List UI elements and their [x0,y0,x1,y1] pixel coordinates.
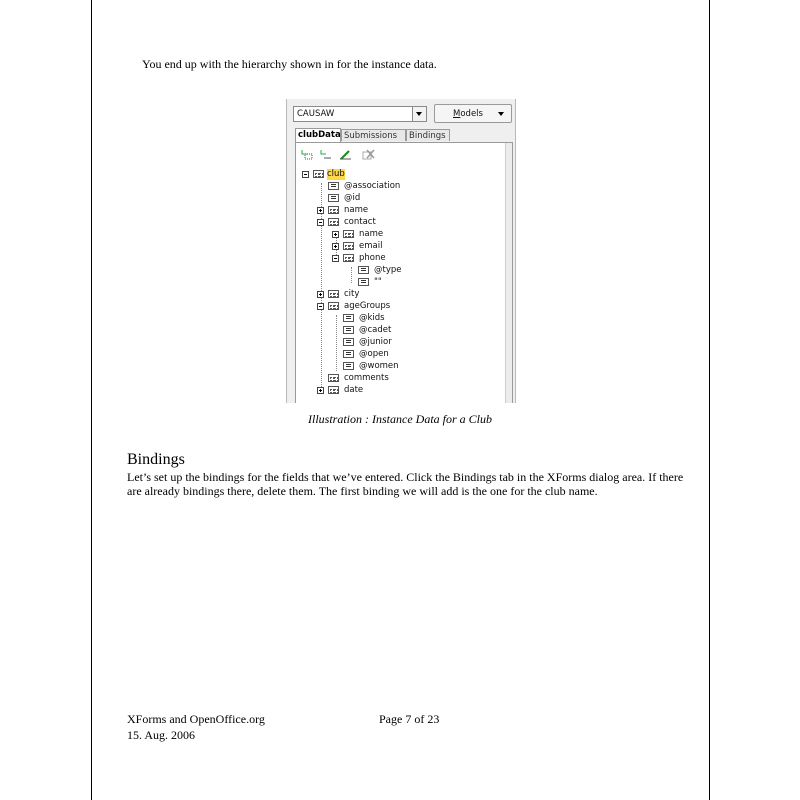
attribute-icon [343,326,354,334]
attribute-icon [328,194,339,202]
attribute-icon [343,362,354,370]
element-icon [328,218,339,226]
attribute-icon [343,314,354,322]
tab-clubdata[interactable]: clubData [295,128,341,142]
element-icon [343,254,354,262]
element-icon [328,374,339,382]
tree-node-label: @women [359,361,399,371]
tree-node-label: comments [344,373,389,383]
tree-node-label: contact [344,217,376,227]
collapse-icon[interactable] [317,303,324,310]
element-icon [328,302,339,310]
tree-line [321,183,322,391]
tree-node-label: city [344,289,360,299]
footer-page-number: Page 7 of 23 [379,712,440,726]
expand-icon[interactable] [332,243,339,250]
model-select[interactable] [293,106,427,122]
footer-title: XForms and OpenOffice.org [127,712,265,726]
tab-submissions[interactable]: Submissions [341,129,406,141]
page-border-left [91,0,92,800]
dropdown-arrow-icon[interactable] [412,107,426,121]
instance-tree-panel [295,142,513,403]
tree-node-label: @type [374,265,402,275]
element-icon [343,242,354,250]
element-icon [328,290,339,298]
element-icon [328,206,339,214]
tree-node-label: @association [344,181,401,191]
attribute-icon [343,338,354,346]
tree-node-label: ageGroups [344,301,391,311]
tree-node-label: @open [359,349,389,359]
tree-node-label: phone [359,253,386,263]
attribute-icon [328,182,339,190]
expand-icon[interactable] [317,291,324,298]
section-heading: Bindings [127,451,185,468]
tree-node-label: @junior [359,337,392,347]
collapse-icon[interactable] [317,219,324,226]
tree-node-label: email [359,241,383,251]
xforms-data-navigator [286,99,516,403]
text-node-icon [358,278,369,286]
expand-icon[interactable] [317,207,324,214]
figure-caption: Illustration : Instance Data for a Club [308,412,492,426]
footer-date: 15. Aug. 2006 [127,728,196,742]
tree-scrollbar[interactable] [505,143,512,403]
element-icon [313,170,324,178]
tree-line [336,315,337,371]
collapse-icon[interactable] [302,171,309,178]
tree-node-label: name [344,205,369,215]
tree-line [351,267,352,283]
tree-node-label: @id [344,193,361,203]
tree-node-label: name [359,229,384,239]
element-icon [328,386,339,394]
tree-node-label: @kids [359,313,385,323]
model-select-value: CAUSAW [297,109,335,119]
tab-bindings[interactable]: Bindings [406,129,450,141]
expand-icon[interactable] [317,387,324,394]
models-button[interactable] [434,104,512,123]
body-paragraph: Let’s set up the bindings for the fields that we’ve entered. Click the Bindings tab in the XForms dialog area. If there are already bindings there, delete them. The first binding we will add is the one for the club name. [127,470,684,498]
tree-node-label: club [327,169,345,179]
tree-node-label: date [344,385,364,395]
collapse-icon[interactable] [332,255,339,262]
intro-text: You end up with the hierarchy shown in for the instance data. [142,57,437,71]
models-button-label: Models [453,109,483,119]
chevron-down-icon [498,112,504,116]
edit-icon[interactable] [339,149,352,160]
delete-icon[interactable] [362,149,375,160]
add-element-icon[interactable] [300,149,313,160]
element-icon [343,230,354,238]
add-attribute-icon[interactable] [319,149,332,160]
tree-node-label: "" [374,277,382,287]
tree-node-label: @cadet [359,325,392,335]
attribute-icon [343,350,354,358]
expand-icon[interactable] [332,231,339,238]
attribute-icon [358,266,369,274]
page-border-right [709,0,710,800]
